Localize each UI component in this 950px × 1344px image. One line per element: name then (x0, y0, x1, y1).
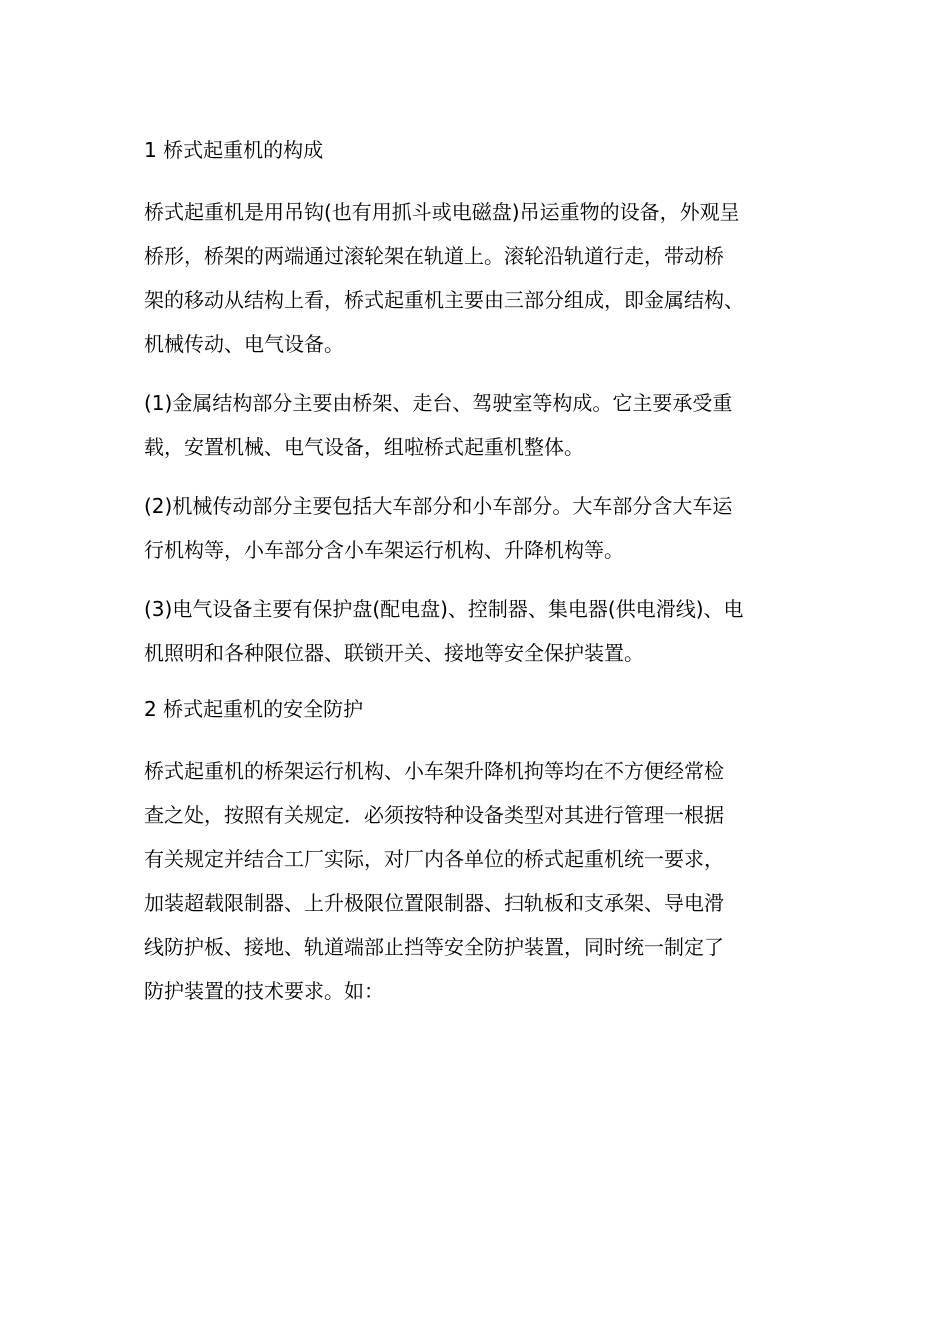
paragraph-line: 载，安置机械、电气设备，组啦桥式起重机整体。 (144, 435, 584, 459)
section-1-heading: 1 桥式起重机的构成 (144, 138, 324, 162)
paragraph-line: (3)电气设备主要有保护盘(配电盘)、控制器、集电器(供电滑线)、电 (144, 597, 744, 621)
item-1-paragraph (144, 381, 816, 469)
paragraph-line: 防护装置的技术要求。如： (144, 979, 384, 1003)
paragraph-line: 机照明和各种限位器、联锁开关、接地等安全保护装置。 (144, 641, 644, 665)
section-2-heading: 2 桥式起重机的安全防护 (144, 697, 364, 721)
paragraph-line: 机械传动、电气设备。 (144, 332, 344, 356)
paragraph-line: 桥式起重机的桥架运行机构、小车架升降机拘等均在不方便经常检 (144, 759, 724, 783)
document-content (144, 131, 816, 1028)
paragraph-line: (2)机械传动部分主要包括大车部分和小车部分。大车部分含大车运 (144, 494, 733, 518)
paragraph-line: 有关规定并结合工厂实际，对厂内各单位的桥式起重机统一要求， (144, 847, 724, 871)
paragraph-line: (1)金属结构部分主要由桥架、走台、驾驶室等构成。它主要承受重 (144, 391, 733, 415)
paragraph-line: 查之处，按照有关规定．必须按特种设备类型对其进行管理一根据 (144, 803, 724, 827)
paragraph-line: 线防护板、接地、轨道端部止挡等安全防护装置，同时统一制定了 (144, 935, 724, 959)
item-3-paragraph (144, 587, 816, 675)
paragraph-line: 架的移动从结构上看，桥式起重机主要由三部分组成，即金属结构、 (144, 288, 744, 312)
paragraph-line: 行机构等，小车部分含小车架运行机构、升降机构等。 (144, 538, 624, 562)
item-2-paragraph (144, 484, 816, 572)
paragraph-line: 加装超载限制器、上升极限位置限制器、扫轨板和支承架、导电滑 (144, 891, 724, 915)
paragraph-line: 桥式起重机是用吊钩(也有用抓斗或电磁盘)吊运重物的设备，外观呈 (144, 200, 740, 224)
paragraph-line: 桥形，桥架的两端通过滚轮架在轨道上。滚轮沿轨道行走，带动桥 (144, 244, 724, 268)
section-2-body-paragraph (144, 749, 816, 1013)
section-1-intro-paragraph (144, 190, 816, 366)
